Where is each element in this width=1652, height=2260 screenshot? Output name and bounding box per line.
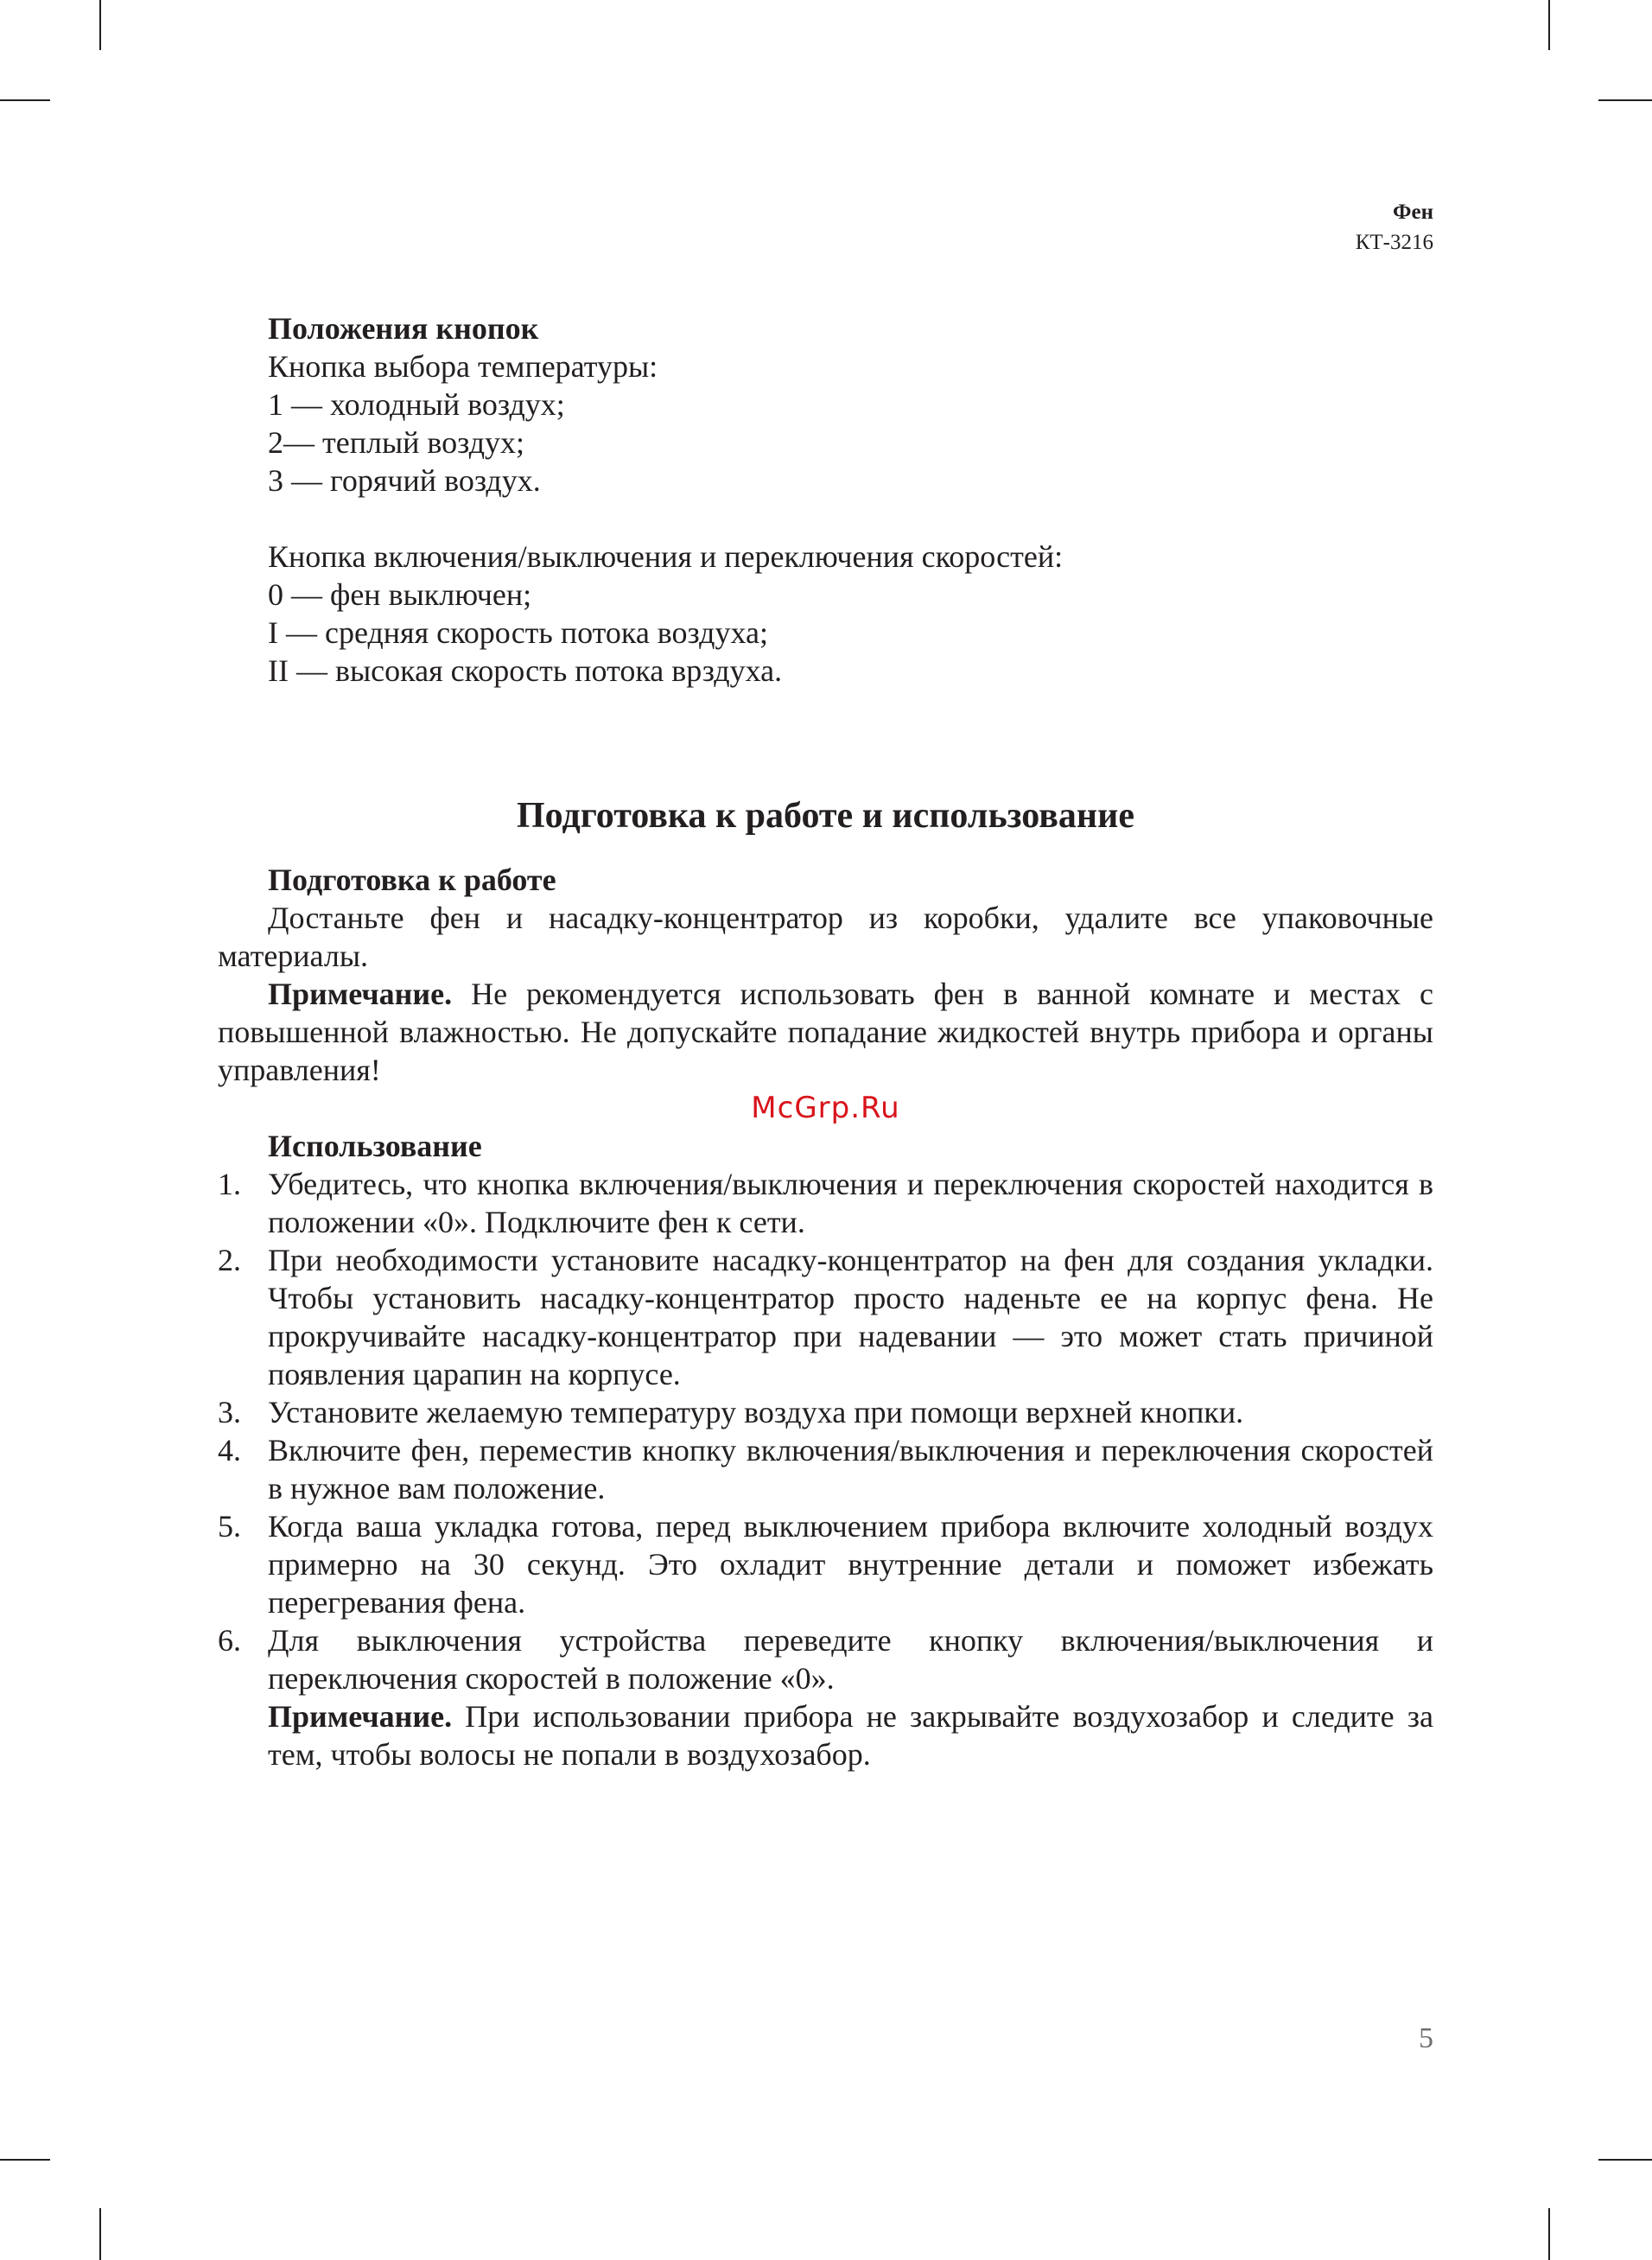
temperature-button-label: Кнопка выбора температуры:	[268, 349, 658, 384]
speed-option: 0 — фен выключен;	[268, 577, 532, 612]
step-text: Когда ваша укладка готова, перед выключением прибора включите холодный воздух примерно на 30 секунд. Это охладит внутренние детали и поможет избежать перегревания фена.	[268, 1509, 1433, 1620]
list-item	[218, 1507, 1433, 1621]
list-item	[218, 1241, 1433, 1393]
step-number: 2.	[218, 1243, 241, 1277]
usage-heading: Использование	[268, 1129, 482, 1163]
preparation-section	[218, 861, 1433, 1089]
note-text: При использовании прибора не закрывайте воздухозабор и следите за тем, чтобы волосы не попали в воздухозабор.	[268, 1699, 1433, 1772]
list-item	[218, 1165, 1433, 1241]
crop-mark	[0, 2159, 50, 2161]
step-number: 3.	[218, 1395, 241, 1429]
button-positions-section	[218, 309, 1433, 690]
step-number: 1.	[218, 1167, 241, 1201]
step-text: При необходимости установите насадку-концентратор на фен для создания укладки. Чтобы установить насадку-концентратор просто наденьте ее на корпус фена. Не прокручивайте насадку-концентратор при надевании — это может стать причиной появления царапин на корпусе.	[268, 1243, 1433, 1391]
step-number: 5.	[218, 1509, 241, 1544]
crop-mark	[1548, 0, 1550, 50]
list-item	[218, 1621, 1433, 1697]
crop-mark	[1598, 99, 1652, 101]
header-model: КТ-3216	[1355, 231, 1433, 254]
list-item	[218, 1431, 1433, 1507]
button-positions-heading: Положения кнопок	[268, 311, 539, 346]
step-number: 6.	[218, 1623, 241, 1658]
crop-mark	[99, 0, 101, 50]
speed-option: I — средняя скорость потока воздуха;	[268, 615, 768, 650]
section-title: Подготовка к работе и использование	[517, 796, 1134, 836]
speed-option: II — высокая скорость потока врздуха.	[268, 653, 783, 688]
preparation-note	[218, 975, 1433, 1089]
crop-mark	[1548, 2208, 1550, 2260]
temperature-option: 2— теплый воздух;	[268, 425, 525, 460]
step-text: Установите желаемую температуру воздуха при помощи верхней кнопки.	[268, 1395, 1244, 1429]
note-label: Примечание.	[268, 977, 453, 1011]
usage-section	[218, 1127, 1433, 1773]
crop-mark	[99, 2208, 101, 2260]
temperature-option: 1 — холодный воздух;	[268, 387, 565, 422]
crop-mark	[0, 99, 50, 101]
page-number: 5	[1419, 2022, 1433, 2054]
step-text: Убедитесь, что кнопка включения/выключения и переключения скоростей находится в положении «0». Подключите фен к сети.	[268, 1167, 1433, 1239]
preparation-text: Достаньте фен и насадку-концентратор из коробки, удалите все упаковочные материалы.	[218, 901, 1433, 973]
usage-note	[218, 1697, 1433, 1773]
page-content	[218, 309, 1433, 1773]
preparation-heading: Подготовка к работе	[268, 863, 556, 897]
temperature-option: 3 — горячий воздух.	[268, 463, 541, 498]
running-header	[1356, 197, 1433, 258]
speed-button-label: Кнопка включения/выключения и переключения скоростей:	[268, 539, 1064, 574]
list-item	[218, 1393, 1433, 1431]
step-number: 4.	[218, 1433, 241, 1467]
note-label: Примечание.	[268, 1699, 453, 1734]
spacer	[268, 500, 1433, 538]
watermark: McGrp.Ru	[751, 1091, 900, 1125]
usage-steps	[218, 1165, 1433, 1697]
header-title: Фен	[1393, 201, 1433, 224]
crop-mark	[1598, 2159, 1652, 2161]
step-text: Для выключения устройства переведите кнопку включения/выключения и переключения скоростей в положение «0».	[268, 1623, 1433, 1696]
step-text: Включите фен, переместив кнопку включения/выключения и переключения скоростей в нужное вам положение.	[268, 1433, 1433, 1506]
note-text: Не рекомендуется использовать фен в ванной комнате и местах с повышенной влажностью. Не допускайте попадание жидкостей внутрь прибора и органы управления!	[218, 977, 1433, 1087]
